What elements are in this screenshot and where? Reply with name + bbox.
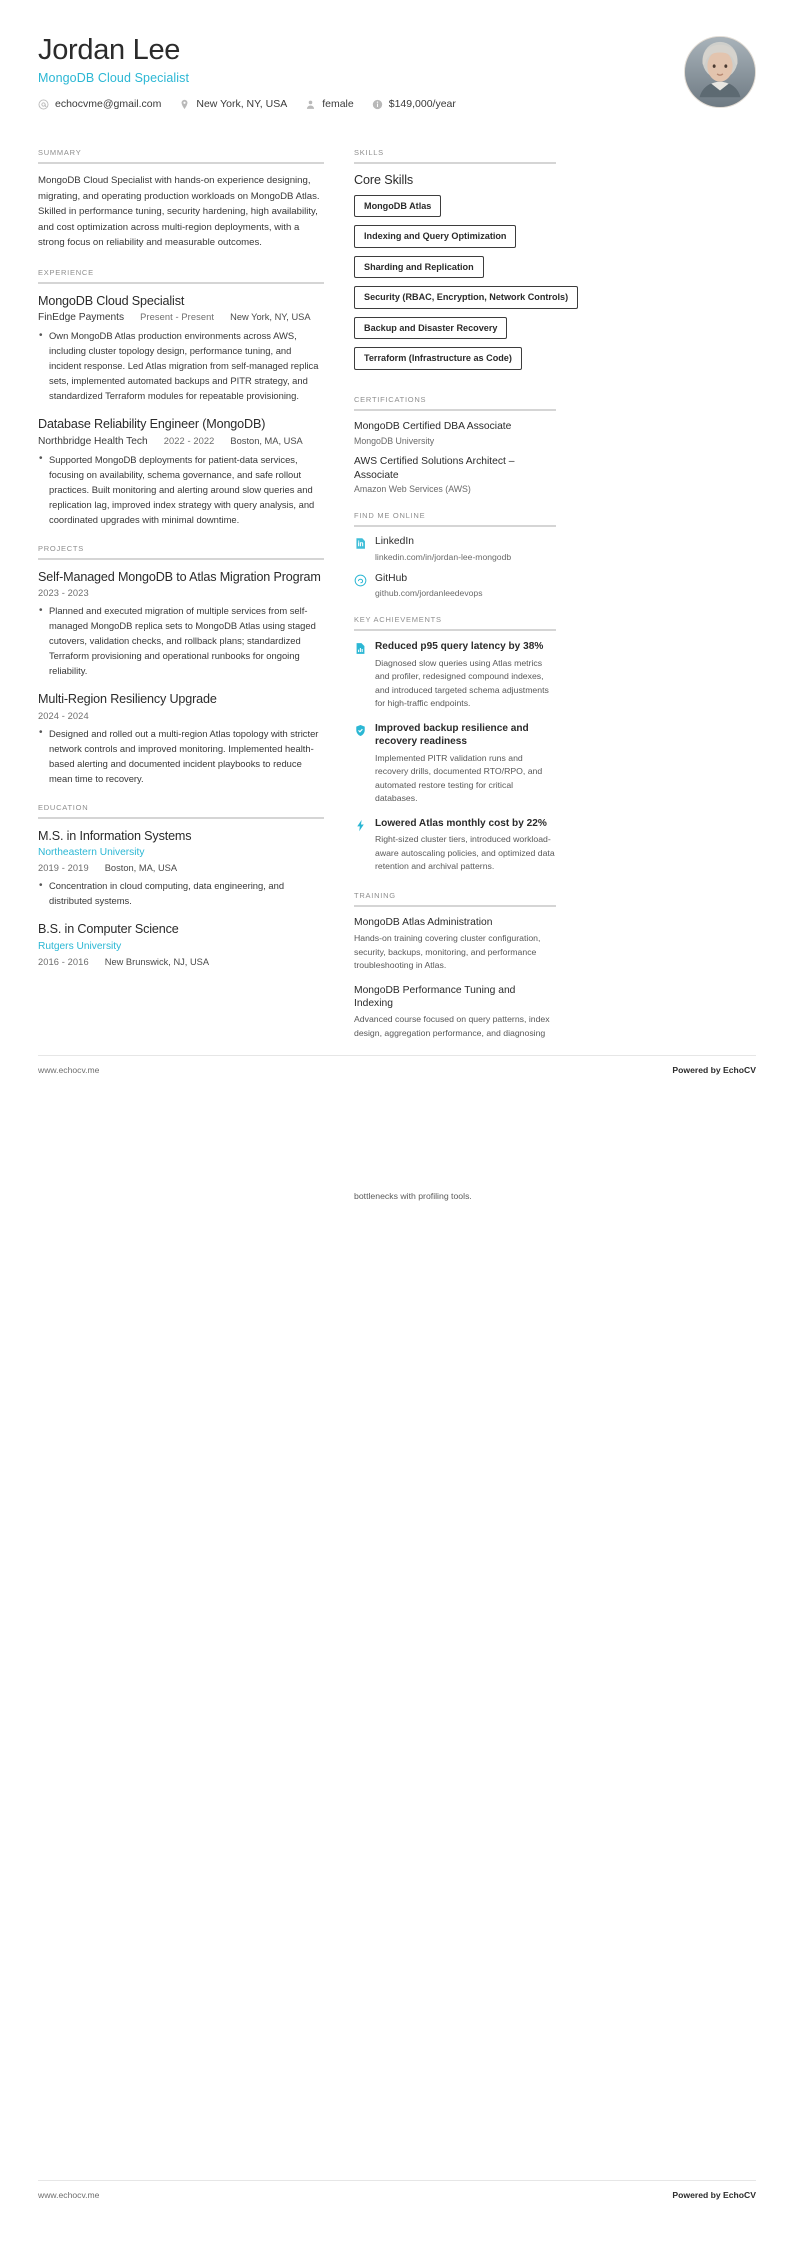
info-circle-icon [372,99,383,110]
certification-item [354,455,556,495]
entry-org: Northbridge Health Tech [38,435,148,447]
training-item [354,916,556,973]
skill-chip: Terraform (Infrastructure as Code) [354,347,522,369]
github-icon [354,574,367,587]
project-entry [38,691,324,786]
avatar [684,36,756,108]
achievement-desc: Right-sized cluster tiers, introduced workload-aware autoscaling policies, and optimized data retention and archival patterns. [375,834,555,872]
social-link-url[interactable]: linkedin.com/in/jordan-lee-mongodb [375,551,512,562]
footer-powered-by [672,1065,756,1075]
entry-title: Multi-Region Resiliency Upgrade [38,692,217,707]
contact-email-value: echocvme@gmail.com [55,98,162,111]
entry-meta [38,941,324,952]
entry-dates: 2024 - 2024 [38,710,89,721]
contact-location [179,98,287,110]
section-key-achievements [354,615,556,874]
contact-email[interactable] [38,98,161,110]
achievement-title: Lowered Atlas monthly cost by 22% [375,817,547,829]
section-rule [354,409,556,411]
certification-issuer: Amazon Web Services (AWS) [354,484,471,495]
entry-bullets [38,603,324,678]
footer-brand: EchoCV [723,1065,756,1075]
section-label-find-me-online: FIND ME ONLINE [354,511,426,521]
social-link-github[interactable] [354,573,556,598]
list-item: • Designed and rolled out a multi-region Atlas topology with stricter network controls and improved monitoring. Implemented health-based alerting and documented incident playbooks to reduce mean time to recovery. [38,726,324,786]
skill-chip: Indexing and Query Optimization [354,225,516,247]
contact-row [38,98,756,110]
section-rule [354,525,556,527]
footer-brand: EchoCV [723,2190,756,2200]
certification-issuer: MongoDB University [354,435,435,446]
shield-check-icon [354,724,367,737]
entry-meta [38,312,324,323]
linkedin-icon [354,537,367,550]
footer-powered-prefix: Powered by [672,1065,724,1075]
entry-dates: 2023 - 2023 [38,588,89,599]
entry-meta-dates [38,957,324,967]
section-label-training: TRAINING [354,890,396,900]
list-item: • Supported MongoDB deployments for patient-data services, focusing on availability, schema governance, and safe rollout practices. Built monitoring and alerting around slow queries and replication lag, improved index strategy with query analysis, and coordinated upgrades with minimal downtime. [38,452,324,527]
summary-text: MongoDB Cloud Specialist with hands-on experience designing, migrating, and operating production workloads on MongoDB Atlas. Skilled in performance tuning, security hardening, high availability, and cost optimization across multi-region deployments, with a strong focus on reliability and measurable outcomes. [38,175,320,249]
training-desc: Hands-on training covering cluster configuration, security, backups, monitoring, and performance troubleshooting in Atlas. [354,933,541,971]
section-rule [354,905,556,907]
entry-org[interactable]: Rutgers University [38,940,122,952]
section-certifications [354,395,556,495]
list-item: • Concentration in cloud computing, data engineering, and distributed systems. [38,878,324,908]
entry-meta [38,436,324,447]
entry-meta [38,711,324,721]
entry-bullets [38,328,324,403]
entry-meta [38,847,324,858]
footer-page-2 [38,2180,756,2200]
skills-chip-list [354,195,569,378]
skill-chip: Security (RBAC, Encryption, Network Controls) [354,286,578,308]
section-projects [38,544,324,786]
social-link-linkedin[interactable] [354,536,556,561]
section-rule [38,162,324,164]
person-icon [305,99,316,110]
achievement-title: Improved backup resilience and recovery readiness [375,722,529,748]
entry-location: Boston, MA, USA [230,435,303,446]
contact-salary [372,98,456,110]
achievement-desc: Implemented PITR validation runs and recovery drills, documented RTO/RPO, and automated restore testing for critical databases. [375,752,543,804]
footer-page-1 [38,1055,756,1075]
document-chart-icon [354,642,367,655]
section-label-key-achievements: KEY ACHIEVEMENTS [354,615,442,625]
entry-title: B.S. in Computer Science [38,922,179,937]
entry-title: M.S. in Information Systems [38,828,192,843]
entry-org[interactable]: Northeastern University [38,847,145,859]
achievement-item [354,817,556,874]
left-column [38,148,324,984]
skills-group-title: Core Skills [354,173,414,187]
section-find-me-online [354,511,556,598]
section-label-experience: EXPERIENCE [38,267,94,277]
entry-dates: Present - Present [140,312,215,323]
list-item: • Planned and executed migration of multiple services from self-managed MongoDB replica sets to MongoDB Atlas using staged cutovers, validation checks, and rollback plans; standardized Terraform provisioning and operational runbooks for ongoing reliability. [38,603,324,678]
entry-location: Boston, MA, USA [104,863,178,874]
social-link-url[interactable]: github.com/jordanleedevops [375,588,483,599]
certification-name: AWS Certified Solutions Architect – Associate [354,455,515,481]
entry-dates: 2016 - 2016 [38,956,89,967]
training-desc-overflow: bottlenecks with profiling tools. [354,1191,472,1201]
achievement-item [354,722,556,806]
section-summary [38,148,324,251]
section-label-education: EDUCATION [38,802,89,812]
header-role: MongoDB Cloud Specialist [38,71,190,86]
section-skills [354,148,569,378]
section-rule [354,162,556,164]
list-item: • Own MongoDB Atlas production environments across AWS, including cluster topology design, performance tuning, and incident response. Led Atlas migration from self-managed replica sets, implemented automated backups and PITR strategy, and standardized Terraform modules for repeatable provisioning. [38,328,324,403]
footer-powered-by [672,2190,756,2200]
skill-chip: Sharding and Replication [354,256,484,278]
skill-chip: MongoDB Atlas [354,195,441,217]
footer-site[interactable]: www.echocv.me [38,2190,100,2200]
entry-meta [38,588,324,598]
section-label-projects: PROJECTS [38,543,85,553]
section-label-skills: SKILLS [354,148,384,157]
entry-dates: 2022 - 2022 [163,435,215,446]
section-rule [38,817,324,819]
certification-name: MongoDB Certified DBA Associate [354,420,512,432]
entry-location: New Brunswick, NJ, USA [104,956,210,967]
entry-title: MongoDB Cloud Specialist [38,293,185,308]
entry-bullets [38,452,324,527]
social-link-label: LinkedIn [375,536,414,548]
training-name: MongoDB Atlas Administration [354,916,493,928]
achievement-desc: Diagnosed slow queries using Atlas metrics and profiler, redesigned compound indexes, and introduced targeted schema adjustments for high-traffic endpoints. [375,657,549,709]
resume-header [38,34,756,130]
footer-powered-prefix: Powered by [672,2190,724,2200]
lightning-bolt-icon [354,819,367,832]
contact-gender-value: female [322,98,354,111]
entry-meta-dates [38,863,324,873]
location-pin-icon [179,99,190,110]
section-label-certifications: CERTIFICATIONS [354,394,427,404]
at-email-icon [38,99,49,110]
experience-entry [38,293,324,404]
entry-bullets [38,878,324,908]
training-name: MongoDB Performance Tuning and Indexing [354,984,516,1010]
section-experience [38,268,324,527]
entry-dates: 2019 - 2019 [38,863,89,874]
page-title: Jordan Lee [38,34,181,66]
resume-sheet-2 [0,1122,794,2246]
achievement-item [354,640,556,711]
contact-salary-value: $149,000/year [388,98,456,111]
section-label-summary: SUMMARY [38,148,82,157]
training-item [354,984,556,1041]
project-entry [38,569,324,679]
certification-item [354,420,556,446]
contact-location-value: New York, NY, USA [196,98,288,111]
resume-columns [38,148,756,1057]
section-rule [354,629,556,631]
section-rule [38,282,324,284]
social-link-label: GitHub [375,572,408,584]
section-training [354,891,556,1041]
training-overflow-block [0,1122,794,1203]
education-entry [38,828,324,908]
contact-gender [305,98,354,110]
training-desc: Advanced course focused on query patterns, index design, aggregation performance, and diagnosing [354,1014,550,1038]
resume-sheet-1 [0,0,794,1122]
section-rule [38,558,324,560]
skill-chip: Backup and Disaster Recovery [354,317,507,339]
right-column [354,148,569,1057]
entry-title: Self-Managed MongoDB to Atlas Migration Program [38,569,321,584]
achievement-title: Reduced p95 query latency by 38% [375,641,544,653]
entry-location: New York, NY, USA [230,312,311,323]
entry-bullets [38,726,324,786]
section-education [38,803,324,967]
footer-site[interactable]: www.echocv.me [38,1065,100,1075]
experience-entry [38,416,324,527]
entry-org: FinEdge Payments [38,312,125,324]
education-entry [38,921,324,966]
entry-title: Database Reliability Engineer (MongoDB) [38,417,266,432]
